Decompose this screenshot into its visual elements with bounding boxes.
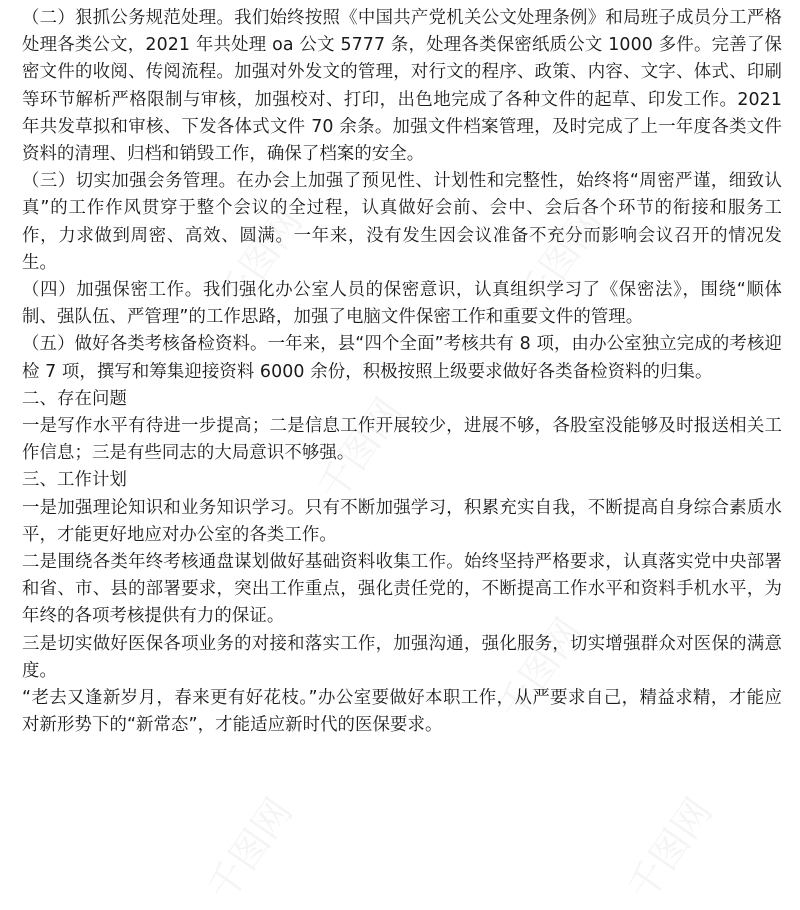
paragraph-problems: 一是写作水平有待进一步提高；二是信息工作开展较少，进展不够，各股室没能够及时报送相关工作信息；三是有些同志的大局意识不够强。 <box>22 416 782 464</box>
watermark: 千图网 <box>619 790 721 909</box>
paragraph-plan-study: 一是加强理论知识和业务知识学习。只有不断加强学习，积累充实自我，不断提高自身综合素质水平，才能更好地应对办公室的各类工作。 <box>22 497 782 545</box>
watermark: 千图网 <box>509 200 611 319</box>
paragraph-closing: “老去又逢新岁月，春来更有好花枝。”办公室要做好本职工作，从严要求自己，精益求精，才能应对新形势下的“新常态”，才能适应新时代的医保要求。 <box>22 688 782 736</box>
paragraph-plan-medical-insurance: 三是切实做好医保各项业务的对接和落实工作，加强沟通，强化服务，切实增强群众对医保的满意度。 <box>22 633 782 681</box>
watermark: 千图网 <box>309 390 411 509</box>
section-heading-problems: 二、存在问题 <box>22 388 127 409</box>
paragraph-plan-assessment: 二是围绕各类年终考核通盘谋划做好基础资料收集工作。始终坚持严格要求，认真落实党中央部署和省、市、县的部署要求，突出工作重点，强化责任党的，不断提高工作水平和资料手机水平，为年终的各项考核提供有力的保证。 <box>22 552 782 627</box>
watermark: 千图网 <box>199 790 301 909</box>
paragraph-meeting-management: （三）切实加强会务管理。在办会上加强了预见性、计划性和完整性，始终将“周密严谨，细致认真”的工作作风贯穿于整个会议的全过程，认真做好会前、会中、会后各个环节的衔接和服务工作，力求做到周密、高效、圆满。一年来，没有发生因会议准备不充分而影响会议召开的情况发生。 <box>22 171 782 273</box>
document-body <box>22 5 782 739</box>
paragraph-confidentiality: （四）加强保密工作。我们强化办公室人员的保密意识，认真组织学习了《保密法》，围绕“顺体制、强队伍、严管理”的工作思路，加强了电脑文件保密工作和重要文件的管理。 <box>22 280 782 328</box>
section-heading-work-plan: 三、工作计划 <box>22 470 127 491</box>
paragraph-document-handling: （二）狠抓公务规范处理。我们始终按照《中国共产党机关公文处理条例》和局班子成员分工严格处理各类公文，2021 年共处理 oa 公文 5777 条，处理各类保密纸质公文 1000 多件。完善了保密文件的收阅、传阅流程。加强对外发文的管理，对行文的程序、政策、内容、文字、体式、印刷等环节解析严格限制与审核，加强校对、打印，出色地完成了各种文件的起草、印发工作。2021 年共发草拟和审核、下发各体式文件 70 余条。加强文件档案管理，及时完成了上一年度各类文件资料的清理、归档和销毁工作，确保了档案的安全。 <box>22 8 782 165</box>
watermark: 千图网 <box>209 200 311 319</box>
paragraph-assessment-materials: （五）做好各类考核备检资料。一年来，县“四个全面”考核共有 8 项，由办公室独立完成的考核迎检 7 项，撰写和筹集迎接资料 6000 余份，积极按照上级要求做好各类备检资料的归集。 <box>22 334 782 382</box>
watermark: 千图网 <box>489 610 591 729</box>
